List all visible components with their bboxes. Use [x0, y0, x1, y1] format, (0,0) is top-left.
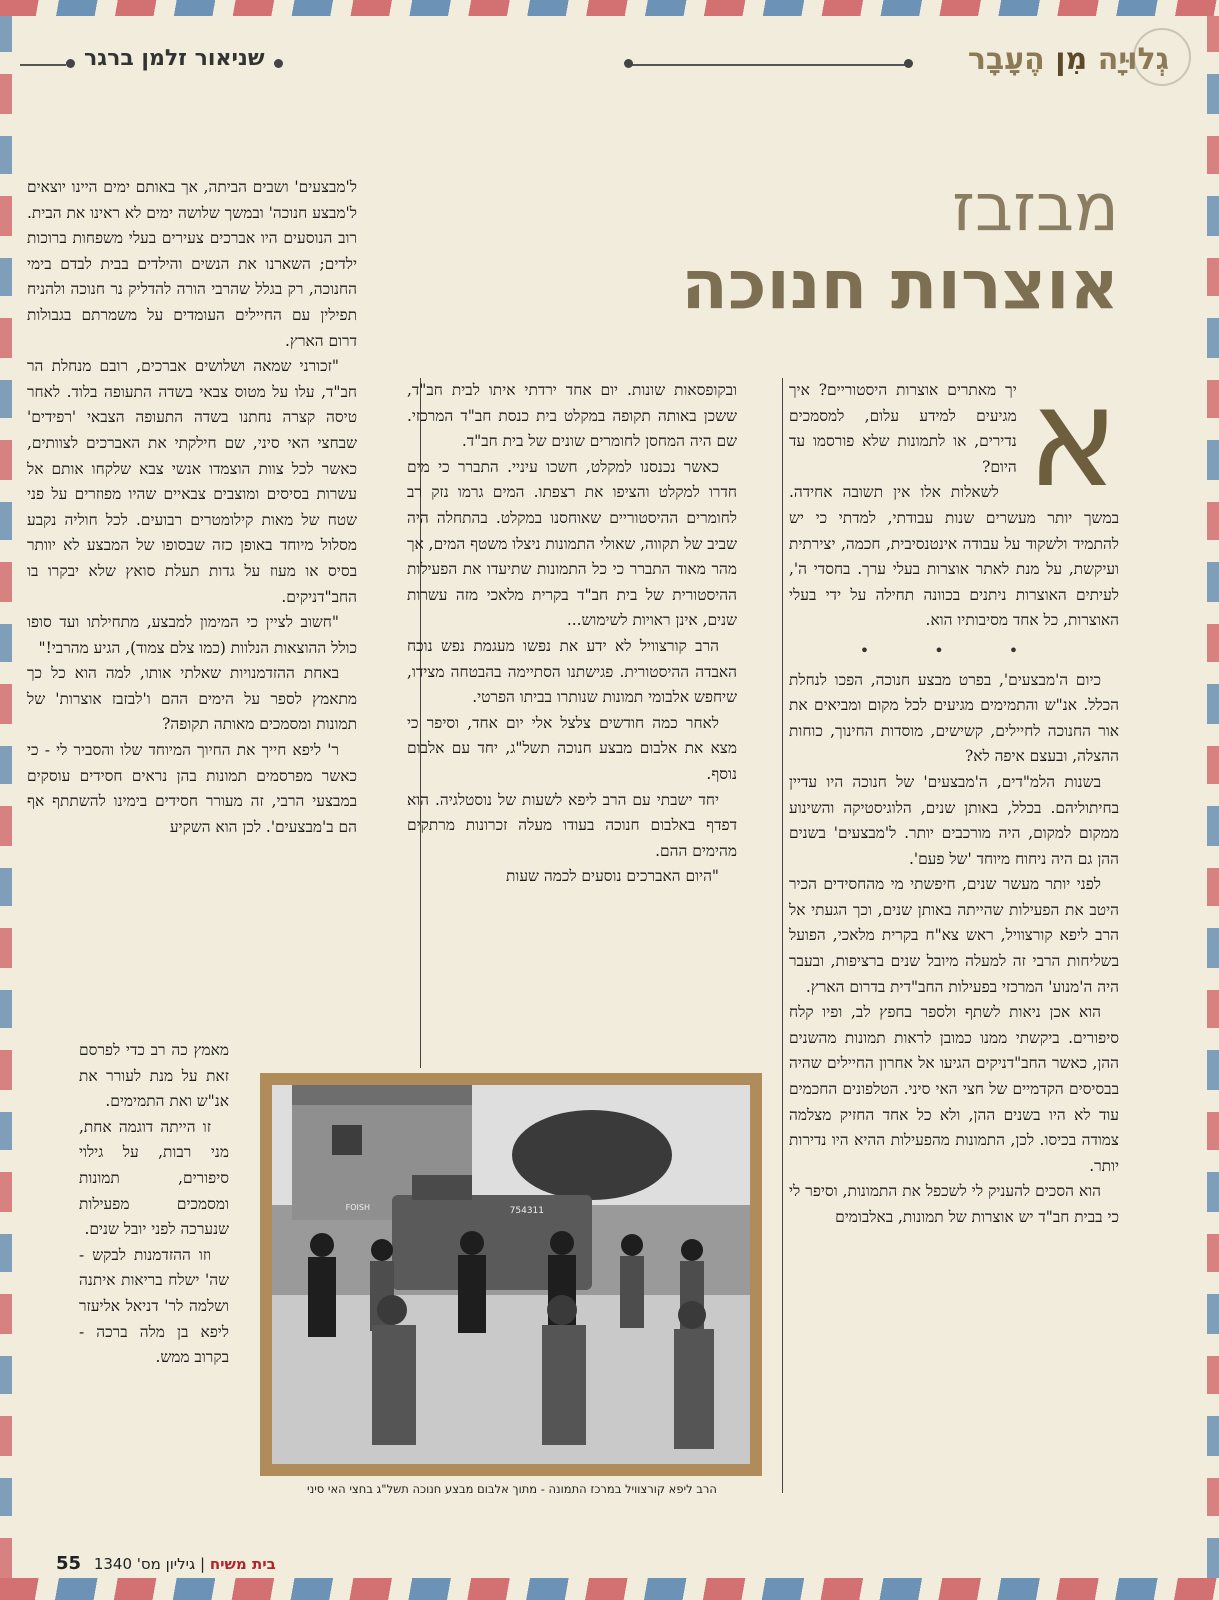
page-number: 55	[56, 1553, 82, 1574]
page-header	[20, 34, 1199, 90]
paragraph: "היום האברכים נוסעים לכמה שעות	[506, 867, 719, 886]
article-column-1	[789, 357, 1119, 1231]
paragraph: זו הייתה דוגמה אחת, מני רבות, על גילוי סיפורים, תמונות ומסמכים מפעילות שנערכה לפני יובל שנים.	[79, 1117, 229, 1239]
paragraph: לשאלות אלו אין תשובה אחידה. במשך יותר מעשרים שנות עבודתי, למדתי כי יש להתמיד ולשקוד על עבודה אינטנסיבית, חכמה, יצירתית ועיקשת, על מנת לאתר אוצרות בעלי ערך. בחסדי ה', לעיתים האוצרות ניתנים בכוונה תחילה על ידי בעלי האוצרות, כל אחד מסיבותיו הוא.	[789, 483, 1119, 630]
photo-frame	[260, 1073, 762, 1476]
photo-caption: הרב ליפא קורצוויל במרכז התמונה - מתוך אלבום מבצע חנוכה תשל"ג בחצי האי סיני	[307, 1482, 717, 1496]
footer-separator: |	[199, 1555, 206, 1573]
paragraph: יך מאתרים אוצרות היסטוריים? איך מגיעים למידע עלום, למסמכים נדירים, או לתמונות שלא פורסמו עד היום?	[789, 381, 1017, 476]
headline-line-2: אוצרות חנוכה	[681, 246, 1119, 325]
paragraph: "זכורני שמאה ושלושים אברכים, רובם מנחלת הר חב"ד, עלו על מטוס צבאי בשדה התעופה בלוד. לאחר טיסה קצרה נחתנו בשדה התעופה הצבאי 'רפידים' שבחצי האי סיני, שם חילקתי את האברכים לצוותים, כאשר לכל צוות הוצמדו אנשי צבא שלקחו אותם אל עשרות בסיסים ומוצבים צבאיים שהיו מפוזרים על פני שטח של מאות קילומטרים רבועים. לכל חוליה נקבע מסלול מיוחד באופן כזה שבסופו של המבצע לא יוותר בסיס או מעוז על גדות תעלת סואץ שלא יבקרו בו החב"דניקים.	[27, 357, 357, 606]
vehicle-marking-right: 754311	[509, 1206, 544, 1216]
paragraph: ובקופסאות שונות. יום אחד ירדתי איתו לבית חב"ד, ששכן באותה תקופה במקלט בית כנסת חב"ד המרכזי. שם היה המחסן לחומרים שונים של בית חב"ד.	[407, 381, 737, 451]
issue-number: גיליון מס' 1340	[93, 1555, 196, 1573]
page-footer	[56, 1553, 276, 1574]
airmail-border-right	[1207, 16, 1219, 1578]
section-title-word-1: גְלוּיָה	[1097, 42, 1169, 77]
paragraph: הוא הסכים להעניק לי לשכפל את התמונות, וסיפר לי כי בבית חב"ד יש אוצרות של תמונות, באלבומים	[789, 1182, 1119, 1226]
header-dot	[904, 59, 913, 68]
headline-line-1: מבזבז	[952, 169, 1119, 246]
paragraph: כאשר נכנסנו למקלט, חשכו עיניי. התברר כי מים חדרו למקלט והציפו את רצפתו. המים גרמו נזק רב לחומרים ההיסטוריים שאוחסנו במקלט. בהתחלה היה שביב של תקווה, שאולי התמונות ניצלו משטף המים, אך מהר מאוד התברר כי כל התמונות שתיעדו את הפעילות ההיסטורית של בית חב"ד בקרית מלאכי מזה עשרות שנים, אינן ראויות לשימוש...	[406, 457, 737, 630]
article-column-3-continued	[79, 1038, 229, 1371]
airmail-border-top	[0, 0, 1219, 16]
paragraph: ר' ליפא חייך את החיוך המיוחד שלו והסביר לי - כי כאשר מפרסמים תמונות בהן נראים חסידים עוסקים במבצעי הרבי, זה מעורר חסידים בימינו להשתתף אף הם ב'מבצעים'. לכן הוא השקיע	[27, 741, 357, 836]
paragraph: באחת ההזדמנויות שאלתי אותו, למה הוא כל כך מתאמץ לספר על הימים ההם ו'לבזבז אוצרות' של תמונות ומסמכים מאותה תקופה?	[27, 664, 357, 734]
magazine-name: בית משיח	[209, 1555, 276, 1573]
paragraph: "חשוב לציין כי המימון למבצע, מתחילתו ועד סופו כולל ההוצאות הנלוות (כמו צלם צמוד), הגיע מהרבי!"	[27, 613, 357, 657]
article-column-3	[27, 175, 357, 840]
paragraph: בשנות הלמ"דים, ה'מבצעים' של חנוכה היו עדיין בחיתוליהם. בכלל, באותן שנים, הלוגיסטיקה והשינוע ממקום למקום, היה מורכבים יותר. ל'מבצעים' בשנים ההן גם היה ניחוח מיוחד 'של פעם'.	[789, 772, 1119, 868]
photo-illustration	[272, 1085, 750, 1464]
paragraph: לפני יותר מעשר שנים, חיפשתי מי מהחסידים הכיר היטב את הפעילות שהייתה באותן שנים, וכך הגעתי אל הרב ליפא קורצוויל, ראש צא"ח בקרית מלאכי, הפועל בשליחות הרבי זה למעלה מיובל שנים ברציפות, ובעבר היה ה'מנוע' המרכזי בפעילות החב"דית בדרום הארץ.	[789, 875, 1119, 996]
header-rule-right	[630, 64, 909, 66]
vehicle-marking-left: FOISH	[345, 1203, 370, 1212]
section-title	[968, 42, 1169, 77]
paragraph: וזו ההזדמנות לבקש - שה' ישלח בריאות איתנה ושלמה לר' דניאל אליעזר ליפא בן מלה ברכה - בקרוב ממש.	[79, 1245, 229, 1367]
paragraph: הוא אכן ניאות לשתף ולספר בחפץ לב, ופיו קלח סיפורים. ביקשתי ממנו כמובן לראות תמונות מהשנים ההן, כאשר החב"דניקים הגיעו אל אחרון החיילים שהיה בבסיסים הקדמיים של חצי האי סיני. הטלפונים החכמים עוד לא היו בשנים ההן, ולא כל אחד החזיק מצלמה צמודה בכיסו. לכן, התמונות מהפעילות ההיא היו נדירות יותר.	[789, 1003, 1119, 1175]
column-divider	[782, 378, 783, 1493]
header-dot	[274, 59, 283, 68]
airmail-border-left	[0, 16, 12, 1578]
airmail-border-bottom	[0, 1578, 1219, 1600]
historic-photo	[272, 1085, 750, 1464]
paragraph: מאמץ כה רב כדי לפרסם זאת על מנת לעורר את אנ"ש ואת התמימים.	[79, 1041, 229, 1111]
paragraph: לאחר כמה חודשים צלצל אלי יום אחד, וסיפר כי מצא את אלבום מבצע חנוכה תשל"ג, יחד עם אלבום נוסף.	[407, 713, 737, 783]
paragraph: הרב קורצוויל לא ידע את נפשו מעגמת נפש נוכח האבדה ההיסטורית. פגישתנו הסתיימה בהבטחה מצידו, שיחפש אלבומי תמונות שנותרו בביתו הפרטי.	[407, 636, 737, 707]
header-rule-left	[20, 64, 66, 66]
paragraph: ל'מבצעים' ושבים הביתה, אך באותם ימים היינו יוצאים ל'מבצע חנוכה' ובמשך שלושה ימים לא ראינו את הבית. רוב הנוסעים היו אברכים צעירים בעלי משפחות ברוכות ילדים; השארנו את הנשים והילדים בבית לבדם בימי החנוכה, רק בגלל שהרבי הורה להדליק נר חנוכה ולהניח תפילין עם החיילים העומדים על משמרתם בגבולות דרום הארץ.	[27, 178, 357, 350]
drop-cap: א	[1026, 357, 1119, 518]
section-title-word-3: הֶעָבָר	[967, 42, 1045, 77]
header-dot	[66, 59, 75, 68]
section-divider: • • •	[859, 640, 1049, 660]
article-column-2	[407, 378, 737, 890]
author-name: שניאור זלמן ברגר	[84, 46, 265, 71]
paragraph: כיום ה'מבצעים', בפרט מבצע חנוכה, הפכו לנחלת הכלל. אנ"ש והתמימים מגיעים לכל מקום ומביאים את אור החנוכה לחיילים, קשישים, מוסדות החינוך, כוחות ההצלה, ובעצם איפה לא?	[789, 670, 1119, 766]
paragraph: יחד ישבתי עם הרב ליפא לשעות של נוסטלגיה. הוא דפדף באלבום חנוכה בעודו מעלה זכרונות מרתקים מהימים ההם.	[407, 790, 737, 860]
section-title-word-2: מִן	[1055, 42, 1088, 77]
header-dot	[624, 59, 633, 68]
article-headline	[681, 170, 1119, 326]
